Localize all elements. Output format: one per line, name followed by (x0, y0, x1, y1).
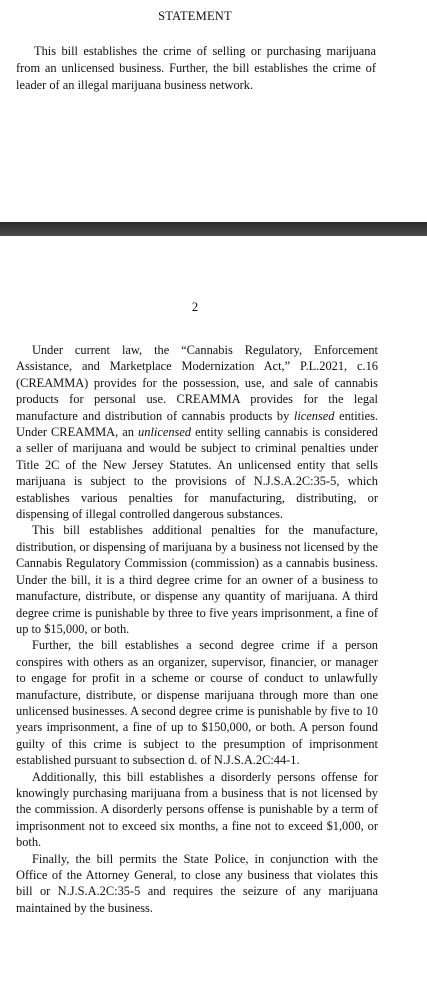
page-separator (0, 222, 427, 236)
paragraph-current-law: Under current law, the “Cannabis Regulatory, Enforcement Assistance, and Marketplace Modernization Act,” P.L.2021, c.16 (CREAMMA) provides for the possession, use, and sale of cannabis products for personal use. CREAMMA provides for the legal manufacture and distribution of cannabis products by licensed entities. Under CREAMMA, an unlicensed entity selling cannabis is considered a seller of marijuana and would be subject to criminal penalties under Title 2C of the New Jersey Statutes. An unlicensed entity that sells marijuana is subject to the provisions of N.J.S.A.2C:35-5, which establishes various penalties for manufacturing, distributing, or dispensing of illegal controlled dangerous substances. (16, 343, 378, 522)
body-text (16, 342, 378, 916)
paragraph-disorderly-persons: Additionally, this bill establishes a disorderly persons offense for knowingly purchasing marijuana from a business that is not licensed by the commission. A disorderly persons offense is punishable by a term of imprisonment not to exceed six months, a fine not to exceed $1,000, or both. (16, 769, 378, 850)
page-number: 2 (191, 300, 199, 314)
statement-paragraph: This bill establishes the crime of selling or purchasing marijuana from an unlicensed business. Further, the bill establishes the crime of leader of an illegal marijuana business network. (16, 44, 376, 92)
document-page-top (0, 0, 427, 222)
paragraph-additional-penalties: This bill establishes additional penalties for the manufacture, distribution, or dispensing of marijuana by a business not licensed by the Cannabis Regulatory Commission (commission) as a cannabis business. Under the bill, it is a third degree crime for an owner of a business to manufacture, distribute, or dispense any quantity of marijuana. A third degree crime is punishable by three to five years imprisonment, a fine of up to $15,000, or both. (16, 523, 378, 636)
statement-heading: STATEMENT (158, 9, 232, 23)
paragraph-state-police: Finally, the bill permits the State Police, in conjunction with the Office of the Attorney General, to close any business that violates this bill or N.J.S.A.2C:35-5 and requires the seizure of any marijuana maintained by the business. (16, 851, 378, 915)
document-page-bottom (0, 236, 427, 1000)
paragraph-second-degree-crime: Further, the bill establishes a second degree crime if a person conspires with others as an organizer, supervisor, financier, or manager to engage for profit in a scheme or course of conduct to unlawfully manufacture, distribute, or dispense marijuana through more than one unlicensed businesses. A second degree crime is punishable by five to 10 years imprisonment, a fine of up to $150,000, or both. A person found guilty of this crime is subject to the presumption of imprisonment established pursuant to subsection d. of N.J.S.A.2C:44-1. (16, 638, 378, 768)
